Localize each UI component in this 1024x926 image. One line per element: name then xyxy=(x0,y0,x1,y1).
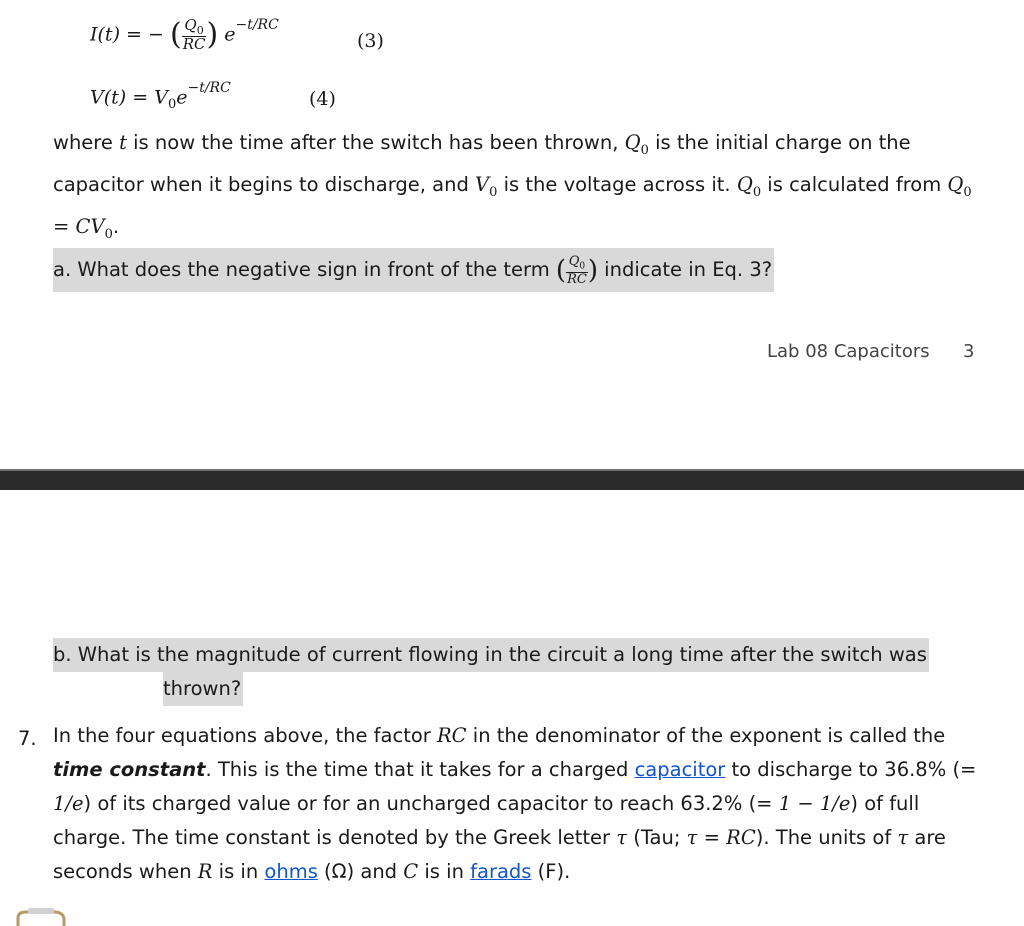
eq3-base: e xyxy=(224,23,236,46)
list-number-7: 7. xyxy=(18,727,37,750)
term-time-constant: time constant xyxy=(53,758,206,781)
explanation-paragraph: where t is now the time after the switch has been thrown, $Q_0$ is the initial charge on the capacitor when it begins to discharge, and $V_0$ is the voltage across it. $Q_0$ is calculated from $Q_0 = CV_0$. xyxy=(53,131,972,242)
eq3-equals: = xyxy=(126,23,142,46)
equation-3 xyxy=(90,18,279,52)
equation-4-number: (4) xyxy=(309,88,336,110)
eq3-left-paren: ( xyxy=(169,17,182,52)
question-b-line2: thrown? xyxy=(163,672,243,706)
question-b-line1: b. What is the magnitude of current flowing in the circuit a long time after the switch was xyxy=(53,638,929,672)
eq4-base: e xyxy=(176,86,188,109)
eq4-equals: = xyxy=(132,86,149,109)
eq3-fraction: $\frac{Q_0}{RC}$ xyxy=(182,16,206,53)
page-break-divider xyxy=(0,469,1024,490)
footer-title: Lab 08 Capacitors xyxy=(767,341,930,362)
eq4-rhs-var: V xyxy=(154,86,168,109)
equation-3-number: (3) xyxy=(357,30,384,52)
clip-icon xyxy=(14,906,70,926)
question-b xyxy=(53,638,983,706)
ohms-link[interactable]: ohms xyxy=(264,860,318,883)
question-a: a. What does the negative sign in front of the term ( $\frac{Q_0}{RC}$ ) indicate in Eq. 3? xyxy=(53,248,774,292)
equation-4 xyxy=(90,80,231,113)
eq4-lhs-var: V xyxy=(90,86,104,109)
eq4-rhs-sub: 0 xyxy=(167,97,177,113)
eq3-lhs-arg: (t) xyxy=(97,23,120,46)
page-break-line xyxy=(0,469,1024,471)
eq3-right-paren: ) xyxy=(206,17,219,52)
farads-link[interactable]: farads xyxy=(470,860,532,883)
item-7-paragraph: In the four equations above, the factor RC in the denominator of the exponent is called the time constant. This is the time that it takes for a charged capacitor to discharge to 36.8% (= 1/e) of its charged value or for an uncharged capacitor to reach 63.2% (= 1 − 1/e) of full charge. The time constant is denoted by the Greek letter τ (Tau; τ = RC). The units of τ are seconds when R is in ohms (Ω) and C is in farads (F). xyxy=(53,724,977,883)
eq3-minus: − xyxy=(148,23,164,46)
footer-page-number: 3 xyxy=(963,341,975,362)
eq4-lhs-arg: (t) xyxy=(103,86,127,109)
eq3-exponent: −t/RC xyxy=(235,17,279,34)
capacitor-link[interactable]: capacitor xyxy=(634,758,726,781)
eq4-exponent: −t/RC xyxy=(187,80,231,96)
eq3-lhs-var: I xyxy=(90,23,98,46)
